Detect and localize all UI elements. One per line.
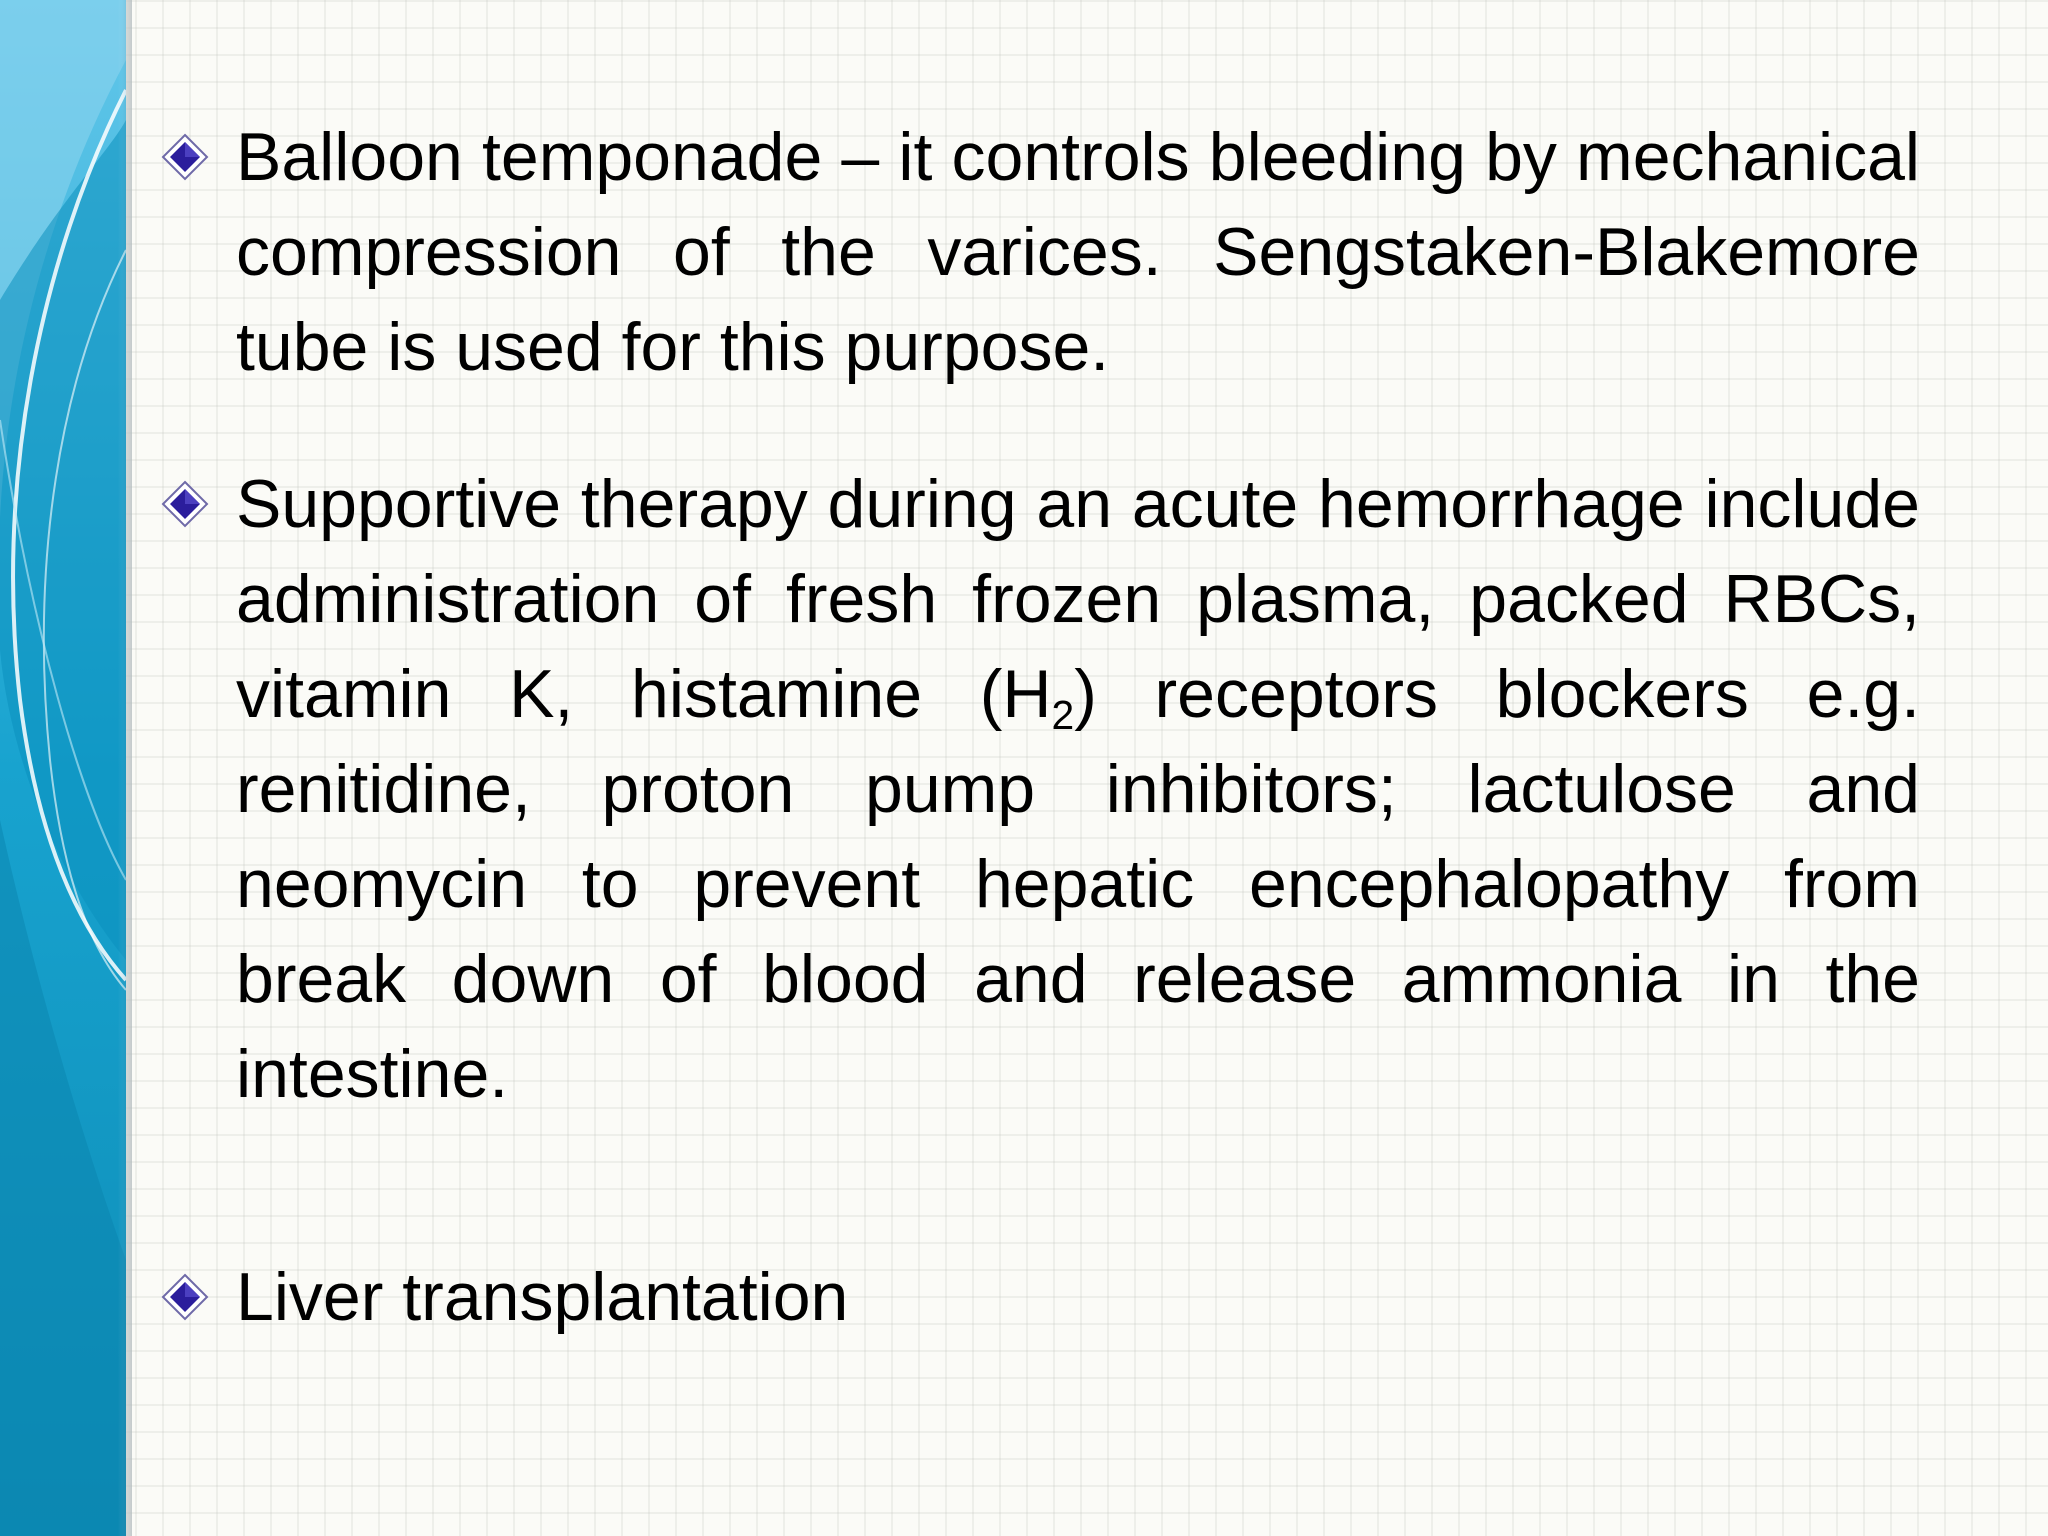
bullet-item xyxy=(160,457,1920,1122)
bullet-item xyxy=(160,1250,1920,1345)
bullet-text xyxy=(236,457,1920,1122)
slide-content xyxy=(160,110,1920,1345)
bullet-text: Balloon temponade – it controls bleeding by mechanical compression of the varices. Sengstaken-Blakemore tube is used for this purpose. xyxy=(236,119,1920,385)
decorative-sidebar xyxy=(0,0,132,1536)
bullet-text-part: Supportive therapy during an acute hemorrhage include administration of fresh frozen plasma, packed RBCs, vitamin K, histamine (H xyxy=(236,466,1920,732)
diamond-bullet-icon xyxy=(160,1272,210,1322)
wave-decoration xyxy=(0,0,132,1536)
diamond-bullet-icon xyxy=(160,479,210,529)
bullet-text: Liver transplantation xyxy=(236,1259,849,1335)
bullet-text-part: ) receptors blockers e.g. renitidine, proton pump inhibitors; lactulose and neomycin to prevent hepatic encephalopathy from break down of blood and release ammonia in the intestine. xyxy=(236,656,1921,1112)
bullet-item xyxy=(160,110,1920,395)
diamond-bullet-icon xyxy=(160,132,210,182)
subscript: 2 xyxy=(1051,692,1075,739)
